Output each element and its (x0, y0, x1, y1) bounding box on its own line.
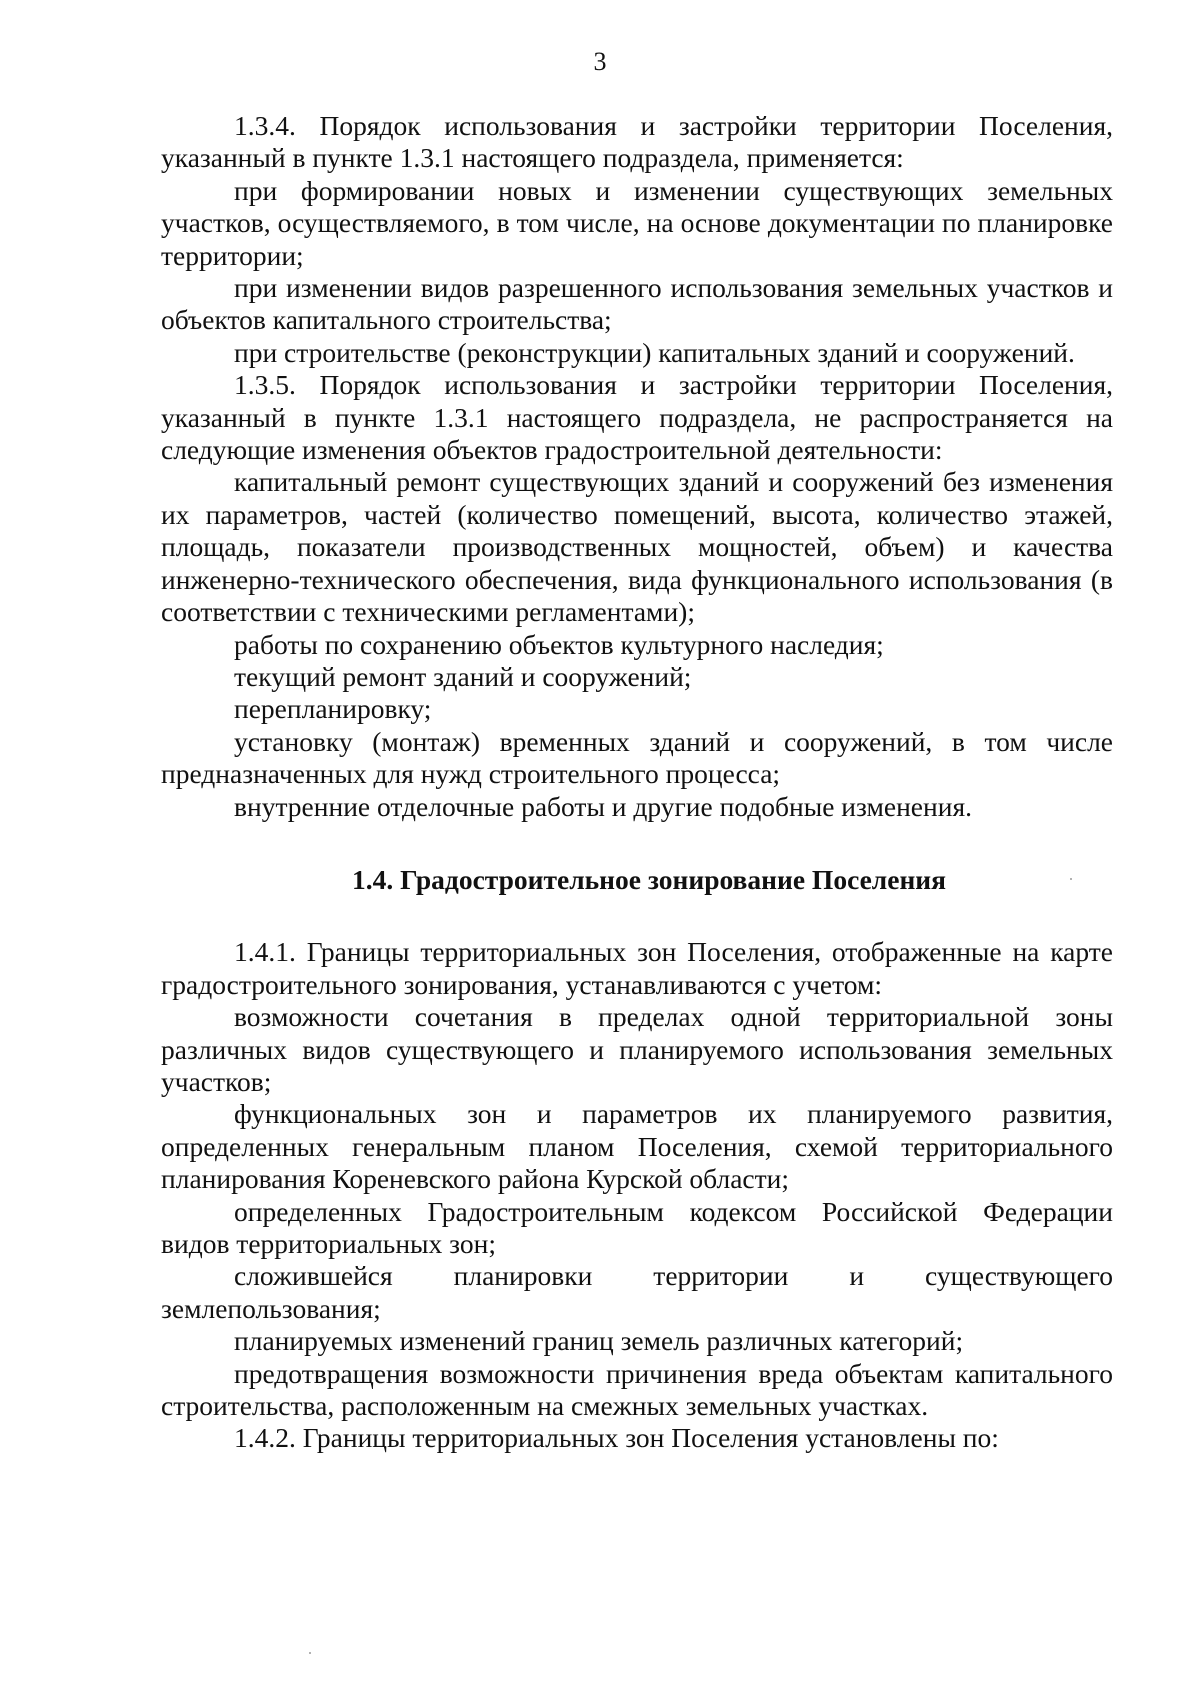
list-item: планируемых изменений границ земель различных категорий; (234, 1325, 964, 1357)
list-item: перепланировку; (234, 693, 432, 725)
list-item: возможности сочетания в пределах одной территориальной зоны различных видов существующего и планируемого использования земельных участков; (161, 1001, 1113, 1097)
page-number: 3 (593, 47, 607, 76)
paragraph-1-4-2-intro: 1.4.2. Границы территориальных зон Поселения установлены по: (234, 1422, 999, 1454)
list-item: капитальный ремонт существующих зданий и сооружений без изменения их параметров, частей (количество помещений, высота, количество этажей, площадь, показатели производственных мощностей, объем) и качества инженерно-технического обеспечения, вида функционального использования (в соответствии с техническими регламентами); (161, 466, 1113, 628)
scan-speck (1070, 878, 1072, 880)
scan-speck (309, 1652, 311, 1654)
section-heading: 1.4. Градостроительное зонирование Поселения (351, 863, 947, 895)
list-item: при строительстве (реконструкции) капитальных зданий и сооружений. (234, 336, 1075, 368)
list-item: при формировании новых и изменении существующих земельных участков, осуществляемого, в том числе, на основе документации по планировке территории; (161, 174, 1113, 271)
paragraph-1-3-4-intro: 1.3.4. Порядок использования и застройки территории Поселения, указанный в пункте 1.3.1 настоящего подраздела, применяется: (161, 110, 1113, 174)
list-item: текущий ремонт зданий и сооружений; (234, 660, 692, 692)
list-item: внутренние отделочные работы и другие подобные изменения. (234, 790, 972, 822)
list-item: работы по сохранению объектов культурного наследия; (234, 628, 884, 660)
list-item: установку (монтаж) временных зданий и сооружений, в том числе предназначенных для нужд строительного процесса; (161, 725, 1113, 790)
list-item: функциональных зон и параметров их планируемого развития, определенных генеральным планом Поселения, схемой территориального планирования Кореневского района Курской области; (161, 1098, 1113, 1195)
list-item: предотвращения возможности причинения вреда объектам капитального строительства, расположенным на смежных земельных участках. (161, 1357, 1113, 1422)
list-item: сложившейся планировки территории и существующего землепользования; (161, 1260, 1113, 1324)
list-item: при изменении видов разрешенного использования земельных участков и объектов капитального строительства; (161, 272, 1113, 336)
paragraph-1-4-1-intro: 1.4.1. Границы территориальных зон Поселения, отображенные на карте градостроительного зонирования, устанавливаются с учетом: (161, 936, 1113, 1000)
document-body (161, 110, 1113, 1455)
paragraph-1-3-5-intro: 1.3.5. Порядок использования и застройки территории Поселения, указанный в пункте 1.3.1 настоящего подраздела, не распространяется на следующие изменения объектов градостроительной деятельности: (161, 369, 1113, 466)
list-item: определенных Градостроительным кодексом Российской Федерации видов территориальных зон; (161, 1195, 1113, 1259)
